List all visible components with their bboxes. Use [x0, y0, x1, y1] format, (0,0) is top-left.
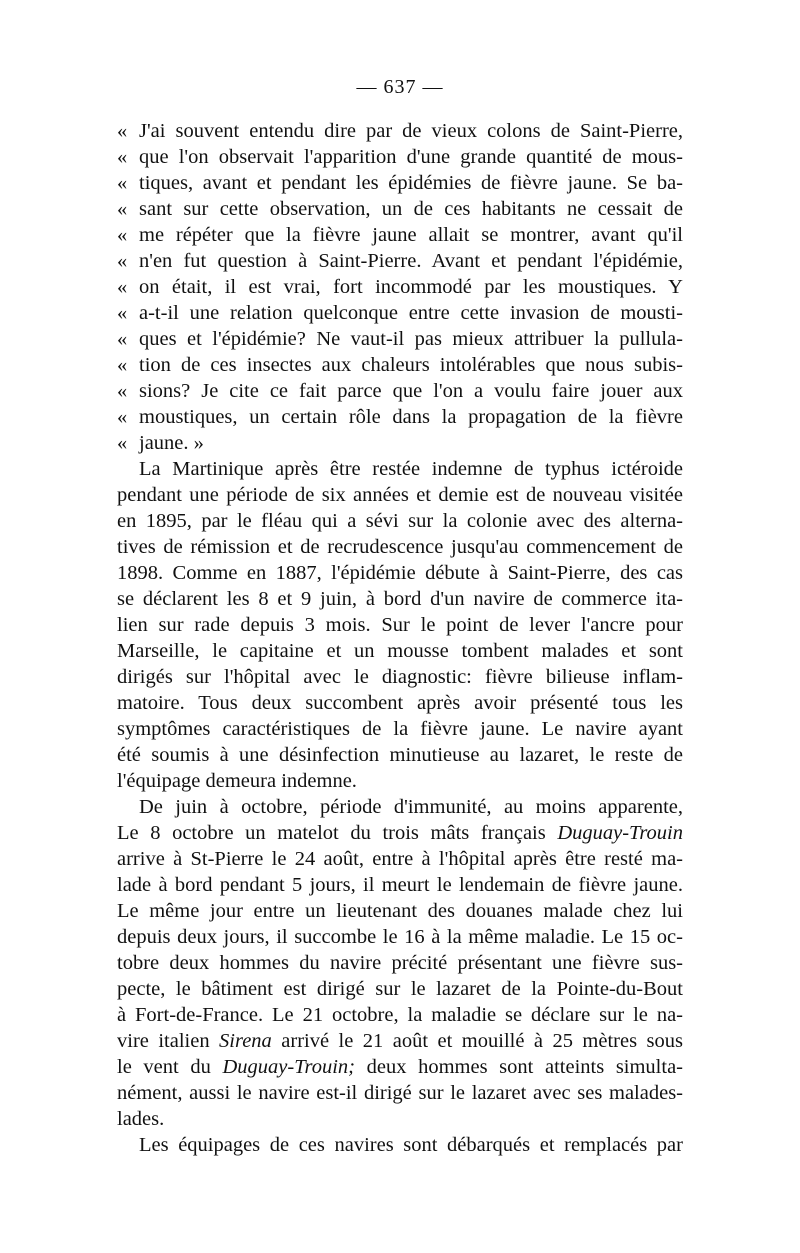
quote-line: « jaune. »	[117, 432, 204, 454]
body-line: pecte, le bâtiment est dirigé sur le lazaret de la Pointe-du-Bout	[117, 978, 683, 1000]
quote-line: « sions? Je cite ce fait parce que l'on a voulu faire jouer aux	[117, 380, 683, 402]
body-line: lade à bord pendant 5 jours, il meurt le lendemain de fièvre jaune.	[117, 874, 683, 896]
quote-line: « tiques, avant et pendant les épidémies de fièvre jaune. Se ba-	[117, 172, 683, 194]
quote-line: « moustiques, un certain rôle dans la propagation de la fièvre	[117, 406, 683, 428]
quote-line: « n'en fut question à Saint-Pierre. Avant et pendant l'épidémie,	[117, 250, 683, 272]
body-line: l'équipage demeura indemne.	[117, 770, 357, 792]
page-number: — 637 —	[356, 76, 444, 98]
body-line: Marseille, le capitaine et un mousse tombent malades et sont	[117, 640, 683, 662]
body-line: se déclarent les 8 et 9 juin, à bord d'un navire de commerce ita-	[117, 588, 683, 610]
quote-line: « a-t-il une relation quelconque entre cette invasion de mousti-	[117, 302, 683, 324]
quote-line: « me répéter que la fièvre jaune allait se montrer, avant qu'il	[117, 224, 683, 246]
ship-name: Duguay-Trouin	[557, 822, 683, 844]
body-line	[117, 1028, 683, 1054]
quote-line: « ques et l'épidémie? Ne vaut-il pas mieux attribuer la pullula-	[117, 328, 683, 350]
body-line: lien sur rade depuis 3 mois. Sur le point de lever l'ancre pour	[117, 614, 683, 636]
body-line: Le même jour entre un lieutenant des douanes malade chez lui	[117, 900, 683, 922]
body-line: dirigés sur l'hôpital avec le diagnostic: fièvre bilieuse inflam-	[117, 666, 683, 688]
quote-line: « on était, il est vrai, fort incommodé par les moustiques. Y	[117, 276, 683, 298]
body-line: à Fort-de-France. Le 21 octobre, la maladie se déclare sur le na-	[117, 1004, 683, 1026]
body-line	[117, 820, 683, 846]
body-line: tives de rémission et de recrudescence jusqu'au commencement de	[117, 536, 683, 558]
body-line: symptômes caractéristiques de la fièvre jaune. Le navire ayant	[117, 718, 683, 740]
text-run: arrivé le 21 août et mouillé à 25 mètres sous	[271, 1030, 683, 1052]
quote-line: « J'ai souvent entendu dire par de vieux colons de Saint-Pierre,	[117, 120, 683, 142]
text-run: le vent du	[117, 1056, 223, 1078]
body-line	[117, 1054, 683, 1080]
body-line: De juin à octobre, période d'immunité, au moins apparente,	[139, 796, 683, 818]
body-line: Les équipages de ces navires sont débarqués et remplacés par	[139, 1134, 683, 1156]
body-line: nément, aussi le navire est-il dirigé sur le lazaret avec ses malades-	[117, 1082, 683, 1104]
body-line: La Martinique après être restée indemne de typhus ictéroide	[139, 458, 683, 480]
body-line: tobre deux hommes du navire précité présentant une fièvre sus-	[117, 952, 683, 974]
quote-line: « que l'on observait l'apparition d'une grande quantité de mous-	[117, 146, 683, 168]
body-line: depuis deux jours, il succombe le 16 à la même maladie. Le 15 oc-	[117, 926, 683, 948]
body-line: été soumis à une désinfection minutieuse au lazaret, le reste de	[117, 744, 683, 766]
ship-name: Duguay-Trouin;	[222, 1056, 355, 1078]
text-run: Le 8 octobre un matelot du trois mâts français	[117, 822, 558, 844]
body-line: 1898. Comme en 1887, l'épidémie débute à Saint-Pierre, des cas	[117, 562, 683, 584]
ship-name: Sirena	[219, 1030, 272, 1052]
body-line: matoire. Tous deux succombent après avoir présenté tous les	[117, 692, 683, 714]
body-line: lades.	[117, 1108, 165, 1130]
quote-line: « tion de ces insectes aux chaleurs intolérables que nous subis-	[117, 354, 683, 376]
body-line: pendant une période de six années et demie est de nouveau visitée	[117, 484, 683, 506]
body-line: en 1895, par le fléau qui a sévi sur la colonie avec des alterna-	[117, 510, 683, 532]
text-run: deux hommes sont atteints simulta-	[354, 1056, 683, 1078]
text-run: vire italien	[117, 1030, 220, 1052]
quote-line: « sant sur cette observation, un de ces habitants ne cessait de	[117, 198, 683, 220]
body-line: arrive à St-Pierre le 24 août, entre à l'hôpital après être resté ma-	[117, 848, 683, 870]
